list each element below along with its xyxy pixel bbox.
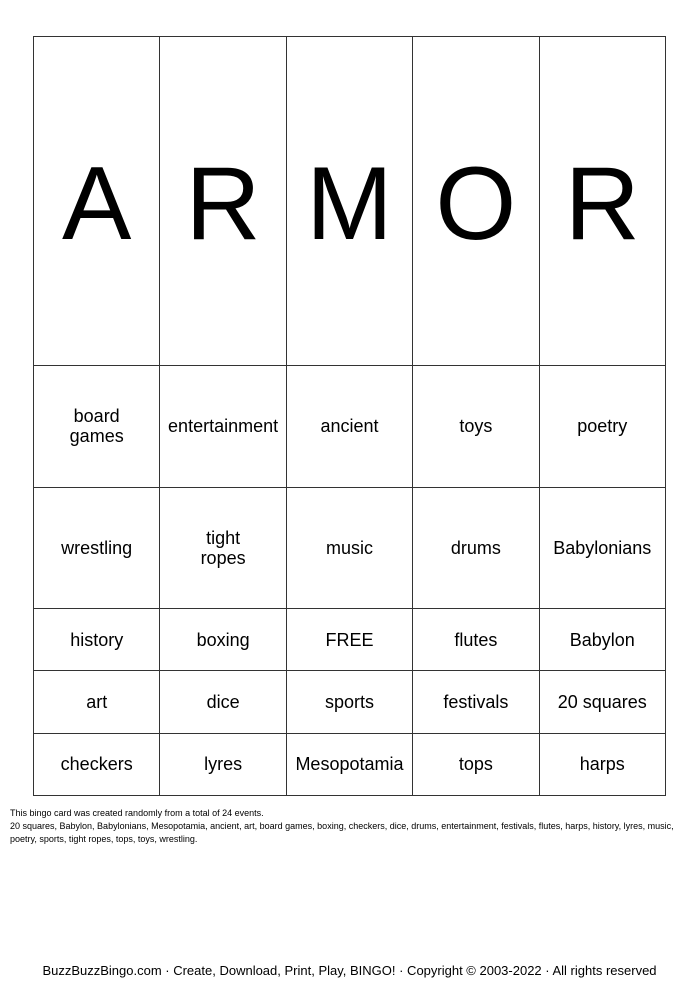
cell-label: Mesopotamia [295, 754, 404, 775]
creation-note: This bingo card was created randomly from a total of 24 events. [10, 808, 264, 818]
bingo-cell [34, 487, 160, 609]
cell-label: festivals [443, 692, 509, 713]
card-row [34, 609, 666, 671]
cell-label: art [86, 692, 108, 713]
cell-label: checkers [60, 754, 133, 775]
header-row [34, 37, 666, 366]
bingo-cell [34, 671, 160, 733]
header-letter: M [286, 37, 412, 366]
bingo-cell [539, 733, 665, 795]
free-cell [286, 609, 412, 671]
bingo-cell [160, 733, 286, 795]
cell-label: drums [450, 537, 501, 558]
bingo-cell [34, 733, 160, 795]
bingo-cell [539, 366, 665, 488]
header-letter: R [539, 37, 665, 366]
cell-label: board games [69, 406, 124, 447]
bingo-cell [413, 366, 539, 488]
bingo-cell [286, 487, 412, 609]
event-list: 20 squares, Babylon, Babylonians, Mesopotamia, ancient, art, board games, boxing, checkers, dice, drums, entertainment, festivals, flutes, harps, history, lyres, music, poetry, sports, tight ropes, tops, toys, wrestling. [10, 821, 674, 844]
card-row [34, 733, 666, 795]
bingo-cell [160, 609, 286, 671]
header-letter: O [413, 37, 539, 366]
bingo-cell [539, 671, 665, 733]
cell-label: ancient [320, 416, 379, 437]
card-row [34, 487, 666, 609]
bingo-cell [160, 366, 286, 488]
cell-label: tight ropes [200, 527, 246, 568]
cell-label: FREE [325, 629, 374, 650]
cell-label: sports [324, 692, 374, 713]
bingo-cell [413, 487, 539, 609]
cell-label: lyres [204, 754, 243, 775]
cell-label: boxing [196, 629, 250, 650]
footer-copyright: BuzzBuzzBingo.com · Create, Download, Print, Play, BINGO! · Copyright © 2003-2022 · All rights reserved [42, 963, 657, 978]
bingo-cell [286, 671, 412, 733]
cell-label: Babylon [569, 629, 635, 650]
cell-label: poetry [577, 416, 628, 437]
cell-label: 20 squares [557, 692, 647, 713]
bingo-cell [413, 671, 539, 733]
cell-label: dice [206, 692, 240, 713]
bingo-cell [286, 366, 412, 488]
bingo-cell [160, 487, 286, 609]
cell-label: tops [458, 754, 493, 775]
cell-label: flutes [454, 629, 498, 650]
card-row [34, 366, 666, 488]
header-letter: A [34, 37, 160, 366]
bingo-card [33, 36, 666, 796]
bingo-cell [34, 366, 160, 488]
bingo-cell [413, 609, 539, 671]
cell-label: harps [579, 754, 625, 775]
cell-label: wrestling [61, 537, 133, 558]
cell-label: toys [459, 416, 493, 437]
bingo-cell [286, 733, 412, 795]
cell-label: entertainment [168, 416, 279, 437]
bingo-cell [539, 609, 665, 671]
cell-label: history [70, 629, 124, 650]
header-letter: R [160, 37, 286, 366]
card-row [34, 671, 666, 733]
cell-label: Babylonians [553, 537, 652, 558]
card-notes [10, 807, 690, 846]
bingo-cell [34, 609, 160, 671]
cell-label: music [325, 537, 373, 558]
bingo-cell [413, 733, 539, 795]
bingo-cell [539, 487, 665, 609]
bingo-cell [160, 671, 286, 733]
